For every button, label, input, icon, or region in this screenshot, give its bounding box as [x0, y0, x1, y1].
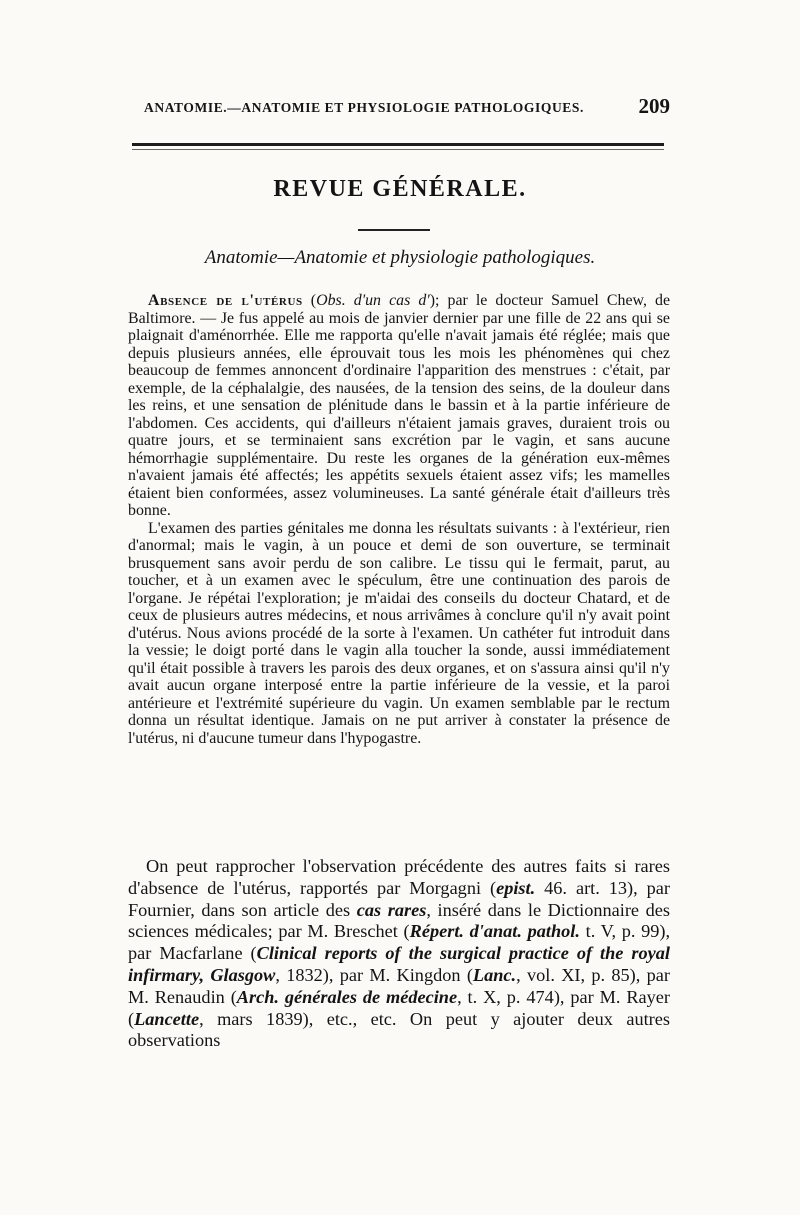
text-run: , inséré dans le Dictionnaire des sciences médicales; par M. Breschet (: [128, 899, 670, 942]
text-run: , t. X, p. 474), par M. Rayer (: [128, 986, 670, 1029]
article-paragraph-2: L'examen des parties génitales me donna les résultats suivants : à l'extérieur, rien d'anormal; mais le vagin, à un pouce et demi de son ouverture, se terminait brusquement sans avoir perdu de son calibre. Le tissu qui le fermait, parut, au toucher, et à un examen avec le spéculum, être une continuation des parois de l'organe. Je répétai l'exploration; je m'aidai des conseils du docteur Chatard, et de ceux de plusieurs autres médecins, et nous arrivâmes à conclure qu'il n'y avait point d'utérus. Nous avions procédé de la sorte à l'examen. Un cathéter fut introduit dans la vessie; le doigt porté dans le vagin alla toucher la sonde, aussi immédiatement qu'il était possible à travers les parois des deux organes, et on s'assura ainsi qu'il n'y avait aucun organe interposé entre la partie inférieure de la vessie, et la paroi antérieure et l'extrémité supérieure du vagin. Un examen semblable par le rectum donna un résultat identique. Jamais on ne put arriver à constater la présence de l'utérus, ni d'aucune tumeur dans l'hypogastre.: [128, 519, 670, 747]
paragraph-1-text: ); par le docteur Samuel Chew, de Baltimore. — Je fus appelé au mois de janvier dernier par une fille de 22 ans qui se plaignait d'aménorrhée. Elle me rapporta qu'elle n'avait jamais été réglée; mais que depuis plusieurs années, elle éprouvait tous les mois les phénomènes qui chez beaucoup de femmes annoncent d'ordinaire l'apparition des menstrues : c'était, par exemple, de la céphalalgie, des nausées, de la tension des seins, de la douleur dans les reins, et une sensation de plénitude dans le bassin et à la partie inférieure de l'abdomen. Ces accidents, qui d'ailleurs n'étaient jamais graves, duraient trois ou quatre jours, et se terminaient sans excrétion par le vagin, et sans aucune hémorrhagie supplémentaire. Du reste les organes de la génération eux-mêmes n'avaient jamais été affectés; les appétits sexuels étaient assez vifs; les mamelles étaient bien conformées, assez volumineuses. La santé générale était d'ailleurs très bonne.: [128, 292, 670, 519]
text-run: 46. art. 13), par Fournier, dans son article des: [128, 877, 670, 920]
paren-open: (: [302, 292, 317, 309]
section-subtitle: Anatomie—Anatomie et physiologie pathologiques.: [204, 247, 596, 268]
section-title: REVUE GÉNÉRALE.: [273, 176, 527, 202]
text-run: t. V, p. 99), par Macfarlane (: [128, 921, 671, 964]
citation-italic: Répert. d'anat. pathol.: [409, 921, 580, 942]
article-heading-italic: Obs. d'un cas d': [316, 292, 430, 309]
text-run: , 1832), par M. Kingdon (: [275, 964, 473, 985]
citation-italic: Arch. générales de médecine: [236, 986, 458, 1007]
page-number: 209: [638, 94, 670, 118]
article-paragraph-1: [128, 292, 670, 520]
citation-italic: Lancette: [134, 1008, 200, 1029]
header-rule: [132, 143, 664, 146]
text-run: On peut rapprocher l'observation précédente des autres faits si rares d'absence de l'utérus, rapportés par Morgagni (: [128, 856, 670, 898]
article-body-continued: [128, 856, 670, 1052]
title-divider: [358, 229, 430, 231]
header-rule-thin: [132, 149, 664, 150]
text-run: , vol. XI, p. 85), par M. Renaudin (: [128, 964, 670, 1007]
running-head-title: ANATOMIE.—ANATOMIE ET PHYSIOLOGIE PATHOLOGIQUES.: [144, 100, 584, 115]
citation-italic: cas rares: [356, 899, 427, 920]
running-head: [144, 94, 670, 124]
article-body: [128, 292, 670, 747]
citation-italic: Lanc.: [472, 964, 517, 985]
text-run: , mars 1839), etc., etc. On peut y ajouter deux autres observations: [128, 1008, 670, 1051]
citation-italic: epist.: [496, 877, 536, 898]
citation-italic: Clinical reports of the surgical practice of the royal infirmary, Glasgow: [128, 943, 670, 985]
article-paragraph-3: [128, 856, 670, 1052]
article-heading: Absence de l'utérus: [148, 292, 303, 309]
